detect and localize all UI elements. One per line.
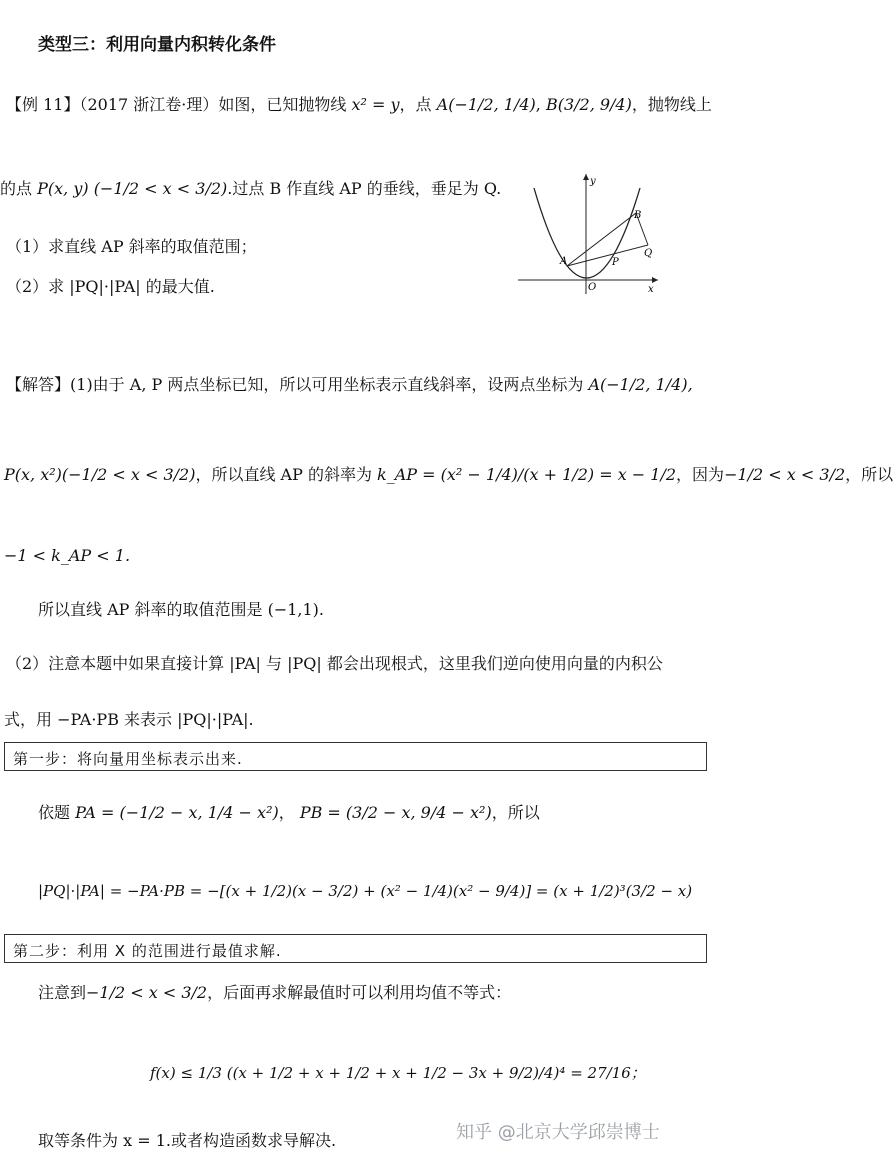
figure-label-y: y [590, 176, 596, 187]
step-1-box [4, 742, 707, 771]
line-AQ [567, 245, 648, 266]
point-P-param: P(x, x²)(−1/2 < x < 3/2) [4, 465, 196, 484]
figure-label-P: P [612, 257, 619, 268]
figure-label-A: A [560, 256, 568, 267]
example-stem-3: ，抛物线上 [631, 95, 712, 114]
slope-conclusion: 所以直线 AP 斜率的取值范围是 (−1,1). [38, 600, 325, 619]
section-title: 类型三：利用向量内积转化条件 [38, 35, 276, 55]
part2-line-2: 式，用 −PA·PB 来表示 |PQ|·|PA|. [4, 710, 254, 729]
question-2: （2）求 |PQ|·|PA| 的最大值. [6, 277, 215, 296]
y-axis-arrow [583, 174, 589, 180]
slope-formula: k_AP = (x² − 1/4)/(x + 1/2) = x − 1/2 [377, 465, 677, 484]
example-stem: 如图，已知抛物线 [218, 95, 347, 114]
parabola-equation: x² = y [351, 95, 400, 114]
because-text: ，因为 [676, 465, 725, 484]
step-2-box [4, 934, 707, 963]
solution-label: 【解答】 [6, 375, 71, 394]
so-text: ，所以 [845, 465, 893, 484]
example-line2-prefix: 的点 [0, 179, 33, 198]
point-A: A(−1/2, 1/4) [436, 95, 536, 114]
vectors-prefix: 依题 [38, 803, 71, 822]
note-suffix: ，后面再求解最值时可以利用均值不等式： [207, 983, 512, 1002]
step-1-label: 第一步：将向量用坐标表示出来. [13, 750, 243, 768]
part2-line-1: （2）注意本题中如果直接计算 |PA| 与 |PQ| 都会出现根式，这里我们逆向使用向量的内积公 [6, 654, 663, 673]
zhihu-watermark: 知乎 @北京大学邱崇博士 [456, 1122, 660, 1143]
example-line-1: 【例 11】（2017 浙江卷·理）如图，已知抛物线 x² = y，点 A(−1/2, 1/4), B(3/2, 9/4)，抛物线上 [6, 95, 712, 114]
parabola-curve [534, 188, 640, 278]
note-line [38, 980, 511, 1003]
solution-line-2 [4, 462, 893, 485]
note-range: −1/2 < x < 3/2 [86, 983, 208, 1002]
example-line2-suffix: .过点 B 作直线 AP 的垂线，垂足为 Q. [227, 179, 502, 198]
step-2-label: 第二步：利用 X 的范围进行最值求解. [13, 942, 282, 960]
question-1: （1）求直线 AP 斜率的取值范围； [6, 237, 257, 256]
example-line-2 [0, 176, 501, 199]
example-label: 【例 11】 [6, 95, 80, 114]
inequality: f(x) ≤ 1/3 ((x + 1/2 + x + 1/2 + x + 1/2 − 3x + 9/2)/4)⁴ = 27/16； [150, 1064, 646, 1082]
solution-point-A: A(−1/2, 1/4), [588, 375, 693, 394]
product-equation: |PQ|·|PA| = −PA·PB = −[(x + 1/2)(x − 3/2) + (x² − 1/4)(x² − 9/4)] = (x + 1/2)³(3/2 − x) [38, 882, 693, 900]
slope-intro: ，所以直线 AP 的斜率为 [195, 465, 372, 484]
vector-PB: PB = (3/2 − x, 9/4 − x²) [299, 803, 492, 822]
equality-condition: 取等条件为 x = 1.或者构造函数求导解决. [38, 1131, 337, 1150]
vectors-suffix: ，所以 [491, 803, 540, 822]
line-AB [567, 213, 636, 266]
because-range: −1/2 < x < 3/2 [724, 465, 846, 484]
figure-label-Q: Q [644, 248, 653, 259]
point-P: P(x, y) [37, 179, 89, 198]
solution-p1-text: (1)由于 A, P 两点坐标已知，所以可用坐标表示直线斜率，设两点坐标为 [70, 375, 584, 394]
parabola-figure [512, 168, 662, 298]
x-axis-arrow [652, 277, 658, 283]
example-stem-2: ，点 [399, 95, 432, 114]
vector-PA: PA = (−1/2 − x, 1/4 − x²) [75, 803, 279, 822]
figure-label-x: x [648, 284, 654, 295]
figure-label-O: O [588, 282, 597, 293]
slope-bound: −1 < k_AP < 1. [4, 546, 131, 565]
solution-line-1 [6, 372, 693, 395]
note-prefix: 注意到 [38, 983, 87, 1002]
example-source: （2017 浙江卷·理） [79, 95, 219, 114]
x-range: (−1/2 < x < 3/2) [93, 179, 228, 198]
figure-label-B: B [634, 210, 642, 221]
vectors-line: 依题 PA = (−1/2 − x, 1/4 − x²)， PB = (3/2 − x, 9/4 − x²)，所以 [38, 803, 540, 822]
point-B: B(3/2, 9/4) [545, 95, 632, 114]
